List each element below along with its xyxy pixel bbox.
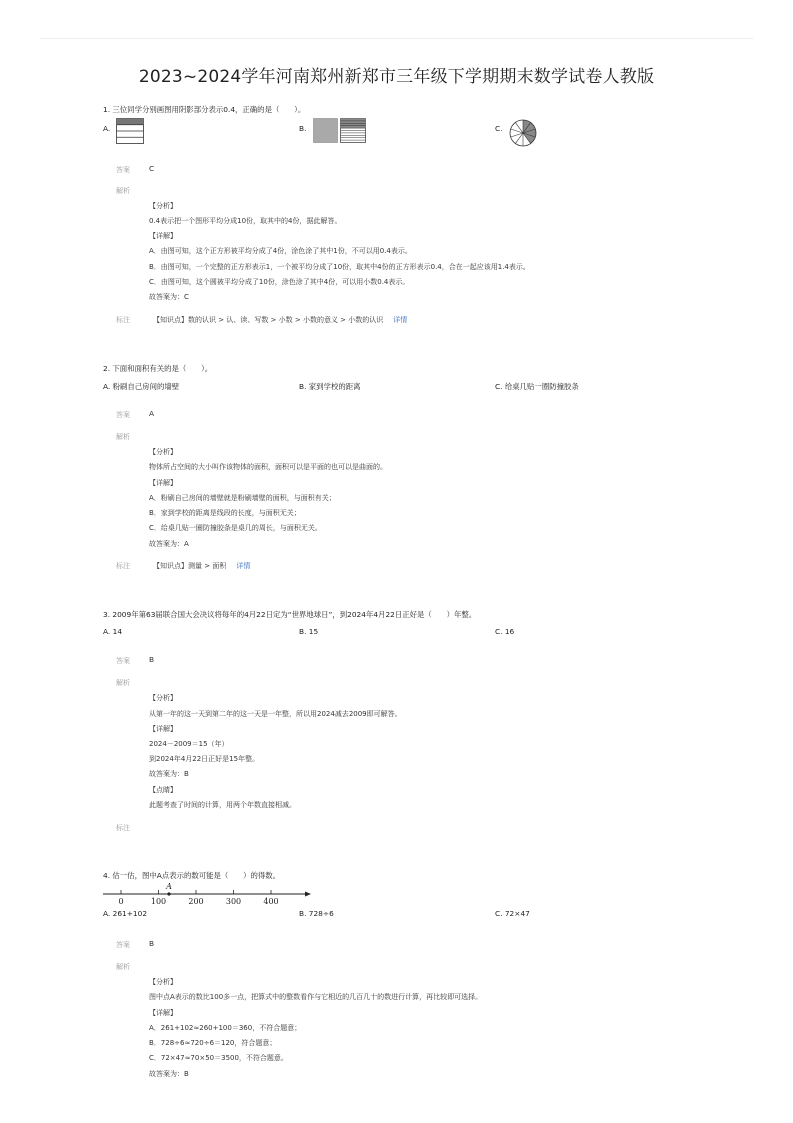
q4-analysis-line: A．261+102≈260+100＝360，不符合题意；	[149, 1024, 302, 1032]
number-line-tick-label: 400	[263, 897, 279, 906]
q1-details-link[interactable]: 详情	[393, 316, 408, 324]
q1-analysis-line: 0.4表示把一个图形平均分成10份，取其中的4份，据此解答。	[149, 217, 342, 225]
q4-analysis-line: B．728÷6≈720÷6＝120，符合题意；	[149, 1039, 277, 1047]
q4-analysis-line: C．72×47≈70×50＝3500，不符合题意。	[149, 1054, 288, 1062]
q2-tags-label: 标注	[116, 562, 130, 570]
q1-knowledge-tags	[153, 315, 407, 325]
page-title: 2023~2024学年河南郑州新郑市三年级下学期期末数学试卷人教版	[138, 67, 655, 87]
q4-analysis-line: 【详解】	[149, 1009, 177, 1017]
question-3-stem: 3. 2009年第63届联合国大会决议将每年的4月22日定为“世界地球日”，到2024年4月22日正好是（ ）年整。	[103, 610, 477, 619]
q1-analysis-line: 【详解】	[149, 232, 177, 240]
q3-answer-label: 答案	[116, 657, 130, 665]
point-a-label: A	[166, 882, 172, 891]
q4-analysis-line: 图中点A表示的数比100多一点，把算式中的整数看作与它相近的几百几十的数进行计算，再比较即可选择。	[149, 993, 483, 1001]
q4-answer-value: B	[149, 939, 155, 948]
q2-option-b: B. 家到学校的距离	[299, 382, 361, 391]
q2-analysis-line: B．家到学校的距离是线段的长度，与面积无关；	[149, 509, 301, 517]
q3-analysis-label: 解析	[116, 679, 130, 687]
q1-option-a-figure	[116, 118, 144, 144]
q2-answer-label: 答案	[116, 411, 130, 419]
q3-analysis-line: 2024－2009＝15（年）	[149, 740, 229, 748]
q1-analysis-line: A．由图可知，这个正方形被平均分成了4份，涂色涂了其中1份，不可以用0.4表示。	[149, 247, 412, 255]
q2-analysis-line: A．粉刷自己房间的墙壁就是粉刷墙壁的面积，与面积有关；	[149, 494, 336, 502]
q2-answer-value: A	[149, 409, 155, 418]
arrow-right-icon	[305, 892, 311, 897]
header-divider	[40, 38, 753, 39]
q4-analysis-line: 故答案为：B	[149, 1070, 189, 1078]
q2-analysis-line: 【详解】	[149, 479, 177, 487]
q2-option-c: C. 给桌几贴一圈防撞胶条	[495, 382, 579, 391]
q3-tags-label: 标注	[116, 824, 130, 832]
q4-number-line	[100, 880, 315, 910]
q4-answer-label: 答案	[116, 941, 130, 949]
q3-analysis-line: 【详解】	[149, 725, 177, 733]
q2-analysis-label: 解析	[116, 433, 130, 441]
number-line-tick-label: 0	[118, 897, 124, 906]
question-1-stem: 1. 三位同学分别画图用阴影部分表示0.4，正确的是（ ）。	[103, 105, 306, 114]
q2-details-link[interactable]: 详情	[236, 562, 251, 570]
q1-tags-label: 标注	[116, 316, 130, 324]
q1-option-c-label: C.	[495, 124, 503, 133]
q4-analysis-line: 【分析】	[149, 978, 177, 986]
q1-option-b-label: B.	[299, 124, 307, 133]
q3-option-c: C. 16	[495, 627, 515, 636]
q4-option-c: C. 72×47	[495, 909, 530, 918]
q1-tags-text: 【知识点】数的认识 > 认、读、写数 > 小数 > 小数的意义 > 小数的认识	[153, 316, 384, 324]
q1-analysis-line: 【分析】	[149, 202, 177, 210]
q2-analysis-line: C．给桌几贴一圈防撞胶条是桌几的周长，与面积无关。	[149, 524, 322, 532]
q2-knowledge-tags	[153, 561, 250, 571]
q2-analysis-line: 【分析】	[149, 448, 177, 456]
q1-answer-label: 答案	[116, 166, 130, 174]
q2-analysis-line: 故答案为：A	[149, 540, 189, 548]
q3-analysis-line: 【点睛】	[149, 786, 177, 794]
q3-analysis-line: 故答案为：B	[149, 770, 189, 778]
q4-option-b: B. 728÷6	[299, 909, 334, 918]
q3-analysis-line: 从第一年的这一天到第二年的这一天是一年整，所以用2024减去2009即可解答。	[149, 710, 402, 718]
number-line-tick-label: 300	[225, 897, 242, 906]
q3-answer-value: B	[149, 655, 155, 664]
q3-analysis-line: 到2024年4月22日正好是15年整。	[149, 755, 260, 763]
q1-analysis-line: 故答案为：C	[149, 293, 189, 301]
q2-option-a: A. 粉刷自己房间的墙壁	[103, 382, 180, 391]
q2-analysis-line: 物体所占空间的大小叫作该物体的面积，面积可以是平面的也可以是曲面的。	[149, 463, 387, 471]
q1-analysis-label: 解析	[116, 187, 130, 195]
point-a-marker	[167, 892, 170, 895]
q2-tags-text: 【知识点】测量 > 面积	[153, 562, 227, 570]
q1-analysis-line: C．由图可知，这个圆被平均分成了10份，涂色涂了其中4份，可以用小数0.4表示。	[149, 278, 410, 286]
q1-analysis-line: B．由图可知，一个完整的正方形表示1，一个被平均分成了10份，取其中4份的正方形表示0.4，合在一起应该用1.4表示。	[149, 263, 530, 271]
question-2-stem: 2. 下面和面积有关的是（ ）。	[103, 364, 213, 373]
number-line-tick-label: 200	[188, 897, 204, 906]
q3-analysis-line: 【分析】	[149, 694, 177, 702]
q1-option-c-figure	[508, 118, 538, 148]
q4-analysis-label: 解析	[116, 963, 130, 971]
q1-option-a-label: A.	[103, 124, 111, 133]
q3-analysis-line: 此题考查了时间的计算，用两个年数直接相减。	[149, 801, 296, 809]
number-line-tick-label: 100	[150, 897, 167, 906]
q1-option-b-figure	[313, 118, 367, 144]
q3-option-b: B. 15	[299, 627, 319, 636]
question-4-stem: 4. 估一估，图中A点表示的数可能是（ ）的得数。	[103, 871, 281, 880]
q1-answer-value: C	[149, 164, 155, 173]
q3-option-a: A. 14	[103, 627, 123, 636]
q4-option-a: A. 261+102	[103, 909, 148, 918]
